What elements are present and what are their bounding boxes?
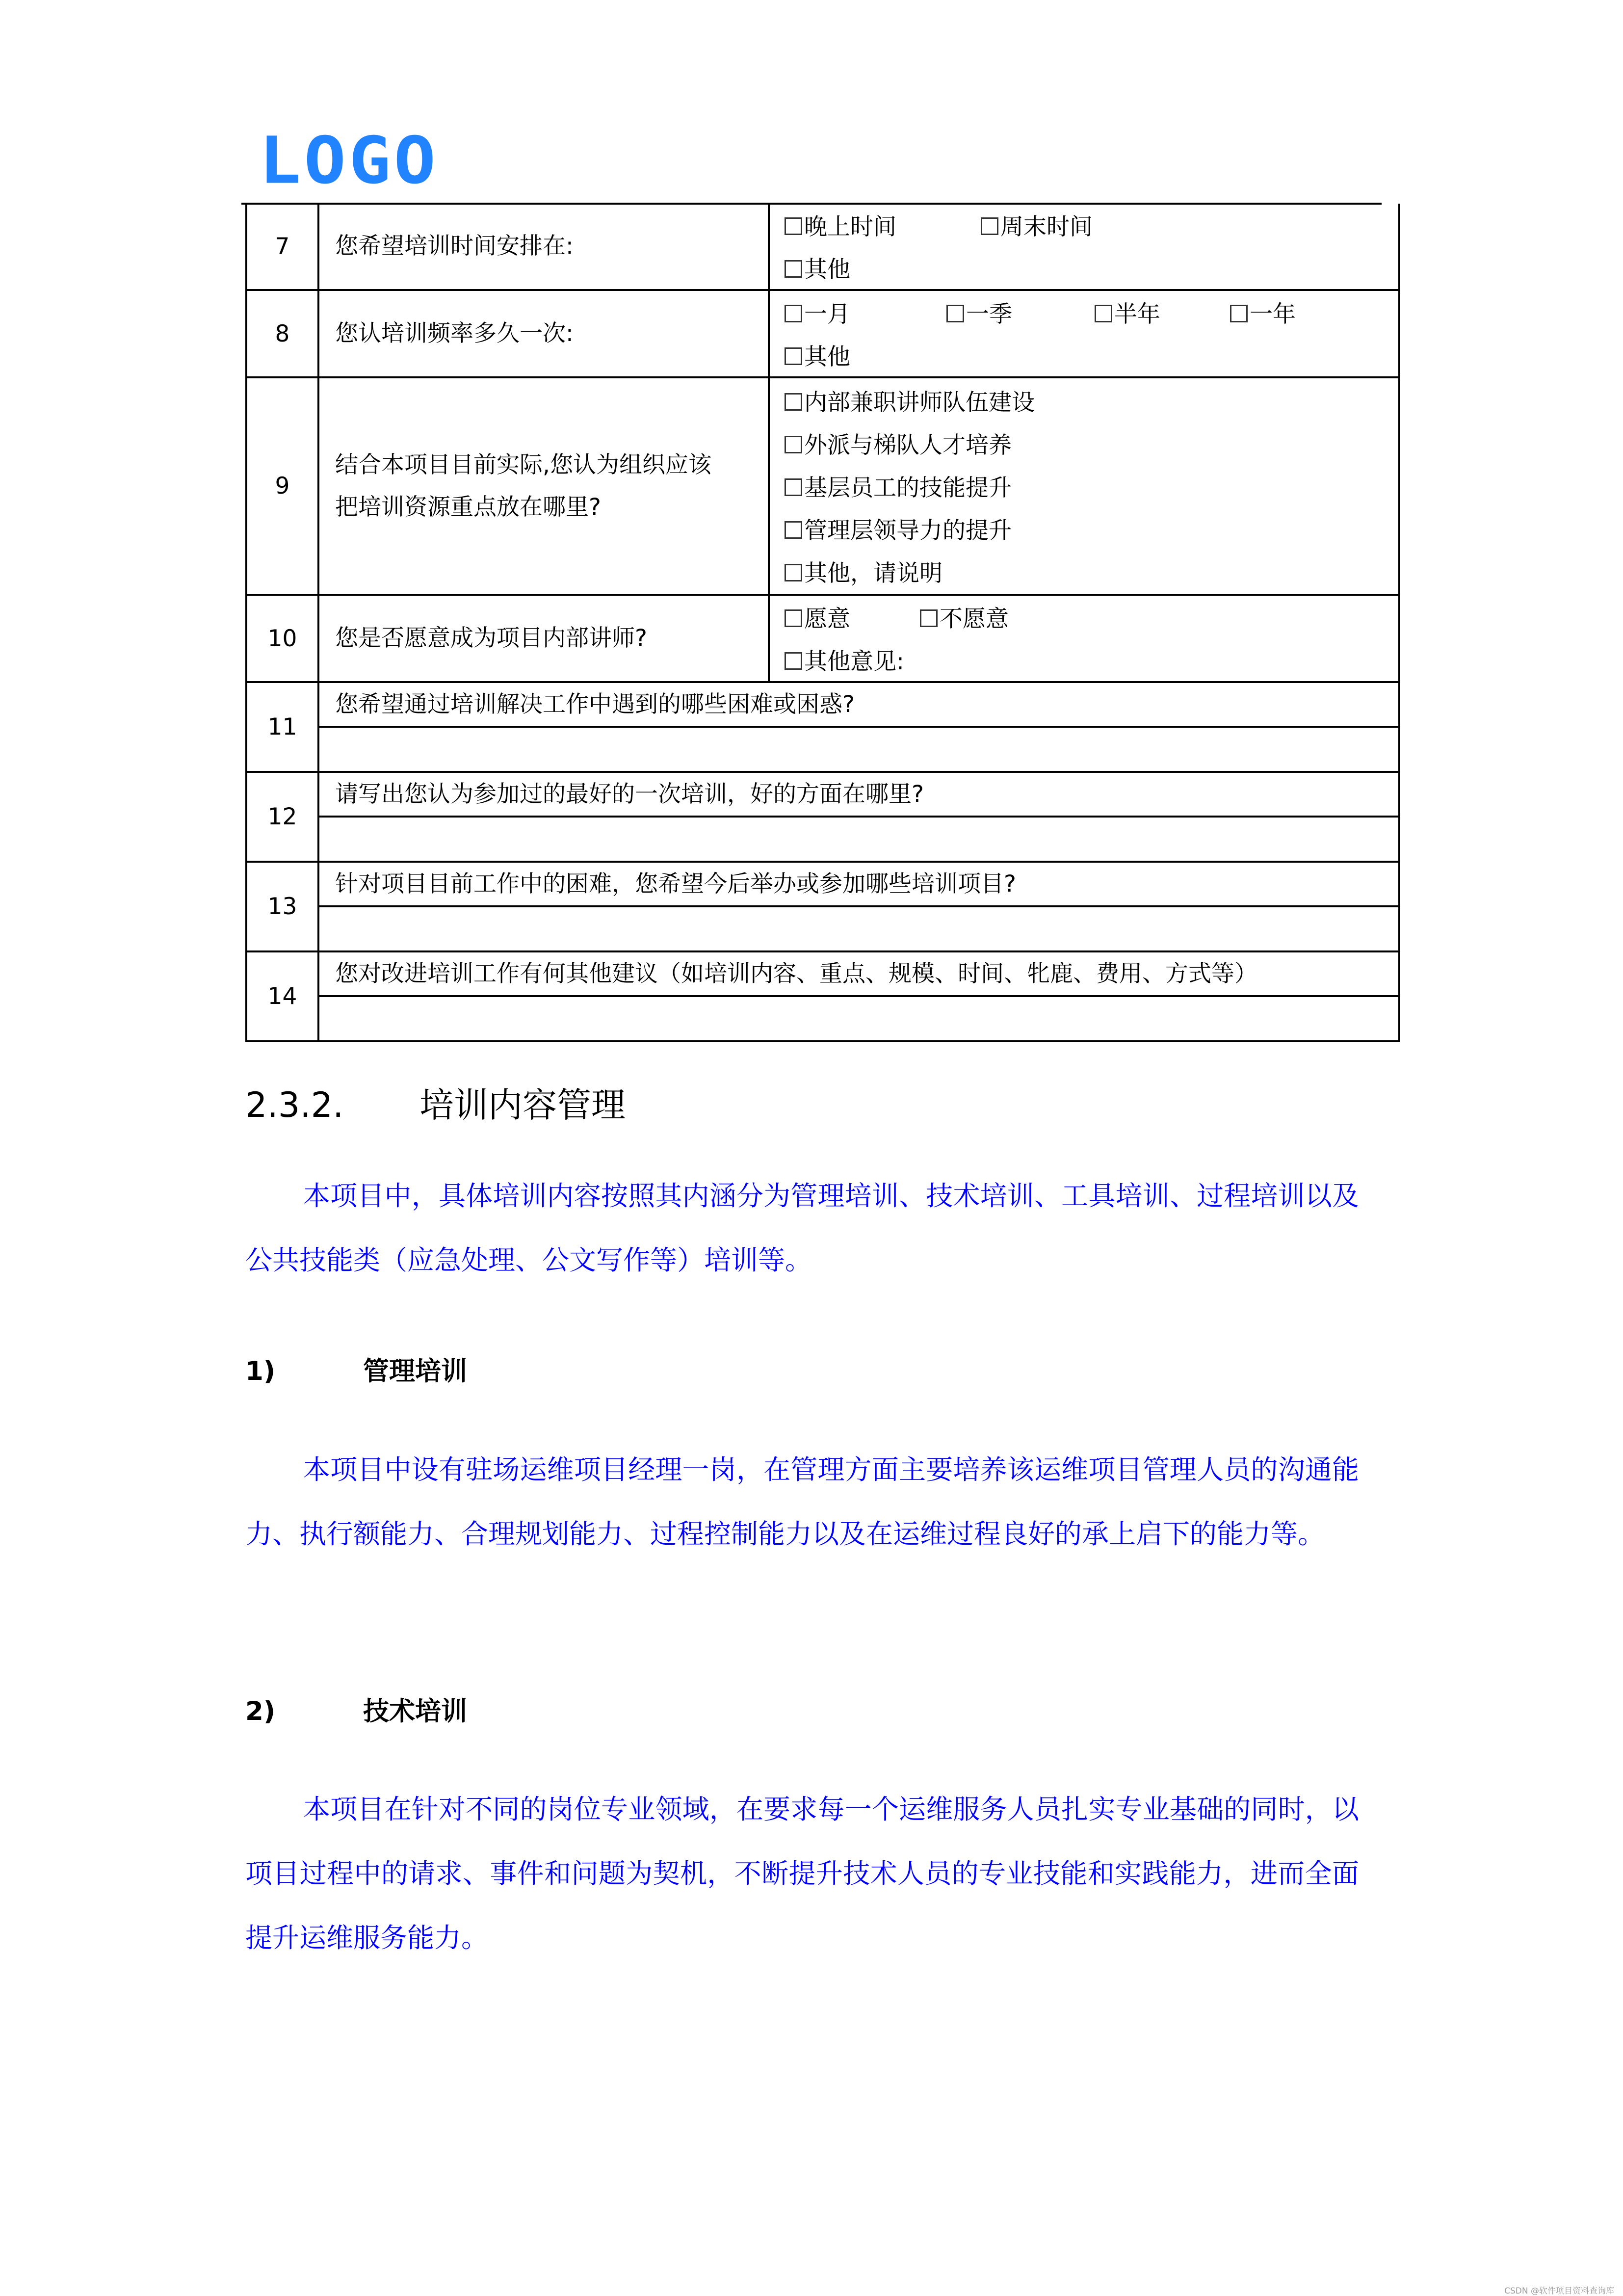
survey-row-8 (246, 290, 1399, 377)
checkbox-option[interactable]: 晚上时间 (785, 209, 981, 241)
answer-field[interactable] (318, 996, 1399, 1041)
checkbox-icon[interactable] (785, 260, 802, 278)
question-text: 针对项目目前工作中的困难，您希望今后举办或参加哪些培训项目? (335, 871, 1016, 897)
checkbox-icon[interactable] (785, 305, 802, 322)
options-cell (769, 595, 1399, 682)
management-training-paragraph: 本项目中设有驻场运维项目经理一岗，在管理方面主要培养该运维项目管理人员的沟通能力、执行额能力、合理规划能力、过程控制能力以及在运维过程良好的承上启下的能力等。 (245, 1454, 1359, 1550)
csdn-watermark: CSDN @软件项目资料查询库 (1504, 2286, 1614, 2296)
row-number: 10 (246, 595, 318, 682)
section-number: 2.3.2. (245, 1085, 344, 1125)
section-intro-paragraph: 本项目中，具体培训内容按照其内涵分为管理培训、技术培训、工具培训、过程培训以及公共技能类（应急处理、公文写作等）培训等。 (245, 1180, 1359, 1276)
checkbox-option[interactable]: 基层员工的技能提升 (785, 470, 1012, 502)
checkbox-icon[interactable] (1230, 305, 1248, 322)
subsection-number: 2) (245, 1696, 276, 1726)
checkbox-icon[interactable] (785, 521, 802, 539)
checkbox-option[interactable]: 外派与梯队人才培养 (785, 427, 1012, 460)
row-number: 12 (246, 772, 318, 862)
survey-row-12-answer (246, 817, 1399, 862)
question-text: 请写出您认为参加过的最好的一次培训，好的方面在哪里? (335, 781, 924, 808)
question-text: 您对改进培训工作有何其他建议（如培训内容、重点、规模、时间、牝鹿、费用、方式等） (335, 960, 1257, 987)
question-cell (318, 951, 1399, 996)
answer-field[interactable] (318, 906, 1399, 951)
answer-field[interactable] (318, 727, 1399, 772)
checkbox-option[interactable]: 一月 (785, 296, 946, 329)
survey-row-14 (246, 951, 1399, 996)
section-heading (245, 1078, 626, 1127)
company-logo: LOGO (259, 123, 439, 199)
subsection-title: 管理培训 (363, 1356, 467, 1386)
checkbox-icon[interactable] (785, 609, 802, 627)
survey-row-10 (246, 595, 1399, 682)
options-cell (769, 290, 1399, 377)
checkbox-option[interactable]: 其他意见: (785, 643, 904, 676)
checkbox-icon[interactable] (785, 652, 802, 670)
row-number: 14 (246, 951, 318, 1041)
question-cell (318, 682, 1399, 727)
survey-row-11-answer (246, 727, 1399, 772)
subsection-heading-management (245, 1350, 467, 1388)
checkbox-option[interactable]: 内部兼职讲师队伍建设 (785, 384, 1035, 417)
options-cell (769, 377, 1399, 595)
subsection-heading-technical (245, 1690, 467, 1728)
row-number: 11 (246, 682, 318, 772)
answer-field[interactable] (318, 817, 1399, 862)
checkbox-icon[interactable] (920, 609, 938, 627)
checkbox-option[interactable]: 不愿意 (920, 601, 1009, 633)
training-survey-table (245, 204, 1400, 1042)
checkbox-option[interactable]: 管理层领导力的提升 (785, 512, 1012, 545)
checkbox-option[interactable]: 半年 (1095, 296, 1230, 329)
survey-row-14-answer (246, 996, 1399, 1041)
survey-row-13 (246, 862, 1399, 906)
survey-row-13-answer (246, 906, 1399, 951)
checkbox-option[interactable]: 其他 (785, 251, 850, 284)
checkbox-option[interactable]: 一年 (1230, 296, 1296, 329)
row-number: 8 (246, 290, 318, 377)
checkbox-icon[interactable] (785, 478, 802, 496)
subsection-title: 技术培训 (363, 1696, 467, 1726)
checkbox-option[interactable]: 一季 (946, 296, 1095, 329)
checkbox-icon[interactable] (946, 305, 964, 322)
checkbox-option[interactable]: 其他，请说明 (785, 555, 942, 588)
survey-row-9 (246, 377, 1399, 595)
checkbox-option[interactable]: 其他 (785, 339, 850, 371)
checkbox-icon[interactable] (785, 393, 802, 411)
options-cell (769, 204, 1399, 290)
question-cell (318, 862, 1399, 906)
question-text: 您希望培训时间安排在: (318, 204, 769, 290)
checkbox-icon[interactable] (785, 564, 802, 581)
survey-row-12 (246, 772, 1399, 817)
survey-row-7 (246, 204, 1399, 290)
survey-row-11 (246, 682, 1399, 727)
checkbox-icon[interactable] (785, 436, 802, 453)
checkbox-option[interactable]: 愿意 (785, 601, 920, 633)
row-number: 9 (246, 377, 318, 595)
row-number: 7 (246, 204, 318, 290)
checkbox-icon[interactable] (1095, 305, 1112, 322)
question-text: 您希望通过培训解决工作中遇到的哪些困难或困惑? (335, 691, 855, 718)
technical-training-paragraph: 本项目在针对不同的岗位专业领域，在要求每一个运维服务人员扎实专业基础的同时，以项目过程中的请求、事件和问题为契机，不断提升技术人员的专业技能和实践能力，进而全面提升运维服务能力。 (245, 1794, 1359, 1953)
checkbox-icon[interactable] (785, 347, 802, 365)
checkbox-option[interactable]: 周末时间 (981, 209, 1093, 241)
subsection-number: 1) (245, 1356, 276, 1386)
question-cell (318, 772, 1399, 817)
row-number: 13 (246, 862, 318, 951)
question-text: 结合本项目目前实际,您认为组织应该 把培训资源重点放在哪里? (318, 377, 769, 595)
question-text: 您是否愿意成为项目内部讲师? (318, 595, 769, 682)
section-title: 培训内容管理 (419, 1085, 626, 1125)
question-text: 您认培训频率多久一次: (318, 290, 769, 377)
checkbox-icon[interactable] (981, 217, 998, 235)
checkbox-icon[interactable] (785, 217, 802, 235)
